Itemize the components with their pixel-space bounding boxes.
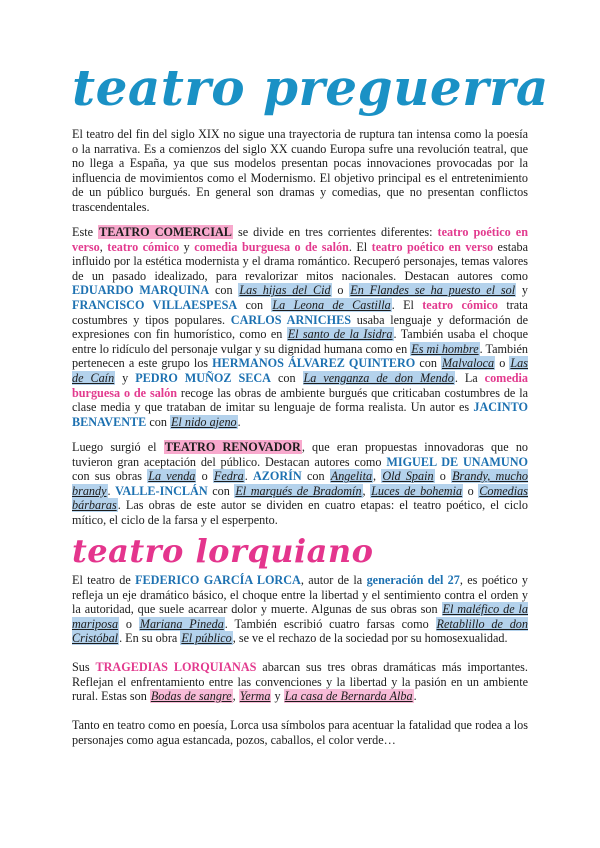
author-name: VALLE-INCLÁN bbox=[115, 483, 208, 498]
key-term: TRAGEDIAS LORQUIANAS bbox=[95, 660, 257, 674]
key-term: generación del 27 bbox=[366, 573, 460, 587]
intro-paragraph: El teatro del fin del siglo XIX no sigue una trayectoria de ruptura tan intensa como la poesía o la narrativa. Es a comienzos del siglo XX cuando Europa sufre una revolución teatral, que no llega a España, ya que sus modelos presentan pocas innovaciones provocadas por la influencia de movimientos como el Modernismo. El objetivo principal es el entretenimiento de un público burgués. En general son dramas y comedias, que no presentan conflictos trascendentales. bbox=[72, 127, 528, 214]
key-term: comedia burguesa o de salón bbox=[72, 370, 528, 400]
author-name: AZORÍN bbox=[252, 469, 302, 484]
work-title: Las hijas del Cid bbox=[239, 283, 331, 298]
key-term-highlight: TEATRO RENOVADOR bbox=[164, 440, 301, 454]
simbolos-paragraph: Tanto en teatro como en poesía, Lorca usa símbolos para acentuar la fatalidad que rodea a los personajes como agua estancada, pozos, caballos, el color verde… bbox=[72, 718, 528, 747]
work-title: Malvaloca bbox=[442, 356, 495, 371]
work-title: Old Spain bbox=[382, 469, 434, 484]
work-title: La Leona de Castilla bbox=[272, 297, 391, 312]
author-name: CARLOS ARNICHES bbox=[230, 312, 351, 327]
teatro-comercial-paragraph: Este TEATRO COMERCIAL se divide en tres corrientes diferentes: teatro poético en verso, teatro cómico y comedia burguesa o de salón. El teatro poético en verso estaba influido por la estética modernista y el drama romántico. Recuperó personajes, temas valores de un pasado idealizado, para revalorizar mitos nacionales. Destacan autores como EDUARDO MARQUINA con Las hijas del Cid o En Flandes se ha puesto el sol y FRANCISCO VILLAESPESA con La Leona de Castilla. El teatro cómico trata costumbres y tipos populares. CARLOS ARNICHES usaba lenguaje y deformación de expresiones con fin humorístico, como en El santo de la Isidra. También usaba el choque entre lo ridículo del personaje vulgar y su dignidad humana como en Es mi hombre. También pertenecen a este grupo los HERMANOS ÁLVAREZ QUINTERO con Malvaloca o Las de Caín y PEDRO MUÑOZ SECA con La venganza de don Mendo. La comedia burguesa o de salón recoge las obras de ambiente burgués que criticaban costumbres de la clase media y que trataban de imitar su lenguaje de forma realista. Un autor es JACINTO BENAVENTE con El nido ajeno. bbox=[72, 225, 529, 429]
work-title: El santo de la Isidra bbox=[287, 327, 393, 342]
work-title: Brandy, mucho brandy bbox=[72, 469, 529, 498]
tragedias-paragraph: Sus TRAGEDIAS LORQUIANAS abarcan sus tres obras dramáticas más importantes. Reflejan el enfrentamiento entre las convenciones y la libertad y la pasión en un ambiente rural. Estas son Bodas de sangre, Yerma y La casa de Bernarda Alba. bbox=[72, 660, 528, 704]
teatro-renovador-paragraph: Luego surgió el TEATRO RENOVADOR, que eran propuestas innovadoras que no tuvieron gran aceptación del público. Destacan autores como MIGUEL DE UNAMUNO con sus obras La venda o Fedra. AZORÍN con Angelita, Old Spain o Brandy, mucho brandy. VALLE-INCLÁN con El marqués de Bradomín, Luces de bohemia o Comedias bárbaras. Las obras de este autor se dividen en cuatro etapas: el teatro poético, el ciclo mítico, el ciclo de la farsa y el esperpento. bbox=[72, 440, 529, 527]
key-term: teatro poético en verso bbox=[371, 239, 494, 254]
author-name: PEDRO MUÑOZ SECA bbox=[135, 370, 271, 385]
work-title: La venda bbox=[148, 469, 196, 484]
work-title: Es mi hombre bbox=[411, 341, 479, 356]
author-name: MIGUEL DE UNAMUNO bbox=[386, 454, 528, 469]
work-title: Bodas de sangre bbox=[150, 689, 232, 704]
work-title: Comedias bárbaras bbox=[72, 483, 528, 513]
lorca-paragraph: El teatro de FEDERICO GARCÍA LORCA, autor de la generación del 27, es poético y refleja un eje dramático básico, el choque entre la libertad y el sentimiento contra el orden y la autoridad, que suele acarrear dolor y muerte. Algunas de sus obras son El maléfico de la mariposa o Mariana Pineda. También escribió cuatro farsas como Retablillo de don Cristóbal. En su obra El público, se ve el rechazo de la sociedad por su homosexualidad. bbox=[72, 573, 529, 646]
work-title: Angelita bbox=[330, 469, 373, 484]
key-term-highlight: TEATRO COMERCIAL bbox=[99, 225, 232, 239]
work-title: La casa de Bernarda Alba bbox=[284, 689, 413, 704]
key-term: teatro poético en verso bbox=[72, 225, 528, 254]
author-name: EDUARDO MARQUINA bbox=[72, 283, 210, 298]
work-title: El maléfico de la mariposa bbox=[72, 602, 528, 631]
page-title: teatro preguerra bbox=[72, 58, 549, 117]
work-title: Retablillo de don Cristóbal bbox=[72, 616, 528, 646]
key-term: teatro cómico bbox=[422, 297, 499, 312]
work-title: Fedra bbox=[213, 469, 244, 484]
work-title: El público bbox=[181, 631, 232, 646]
work-title: Las de Caín bbox=[72, 356, 528, 385]
work-title: En Flandes se ha puesto el sol bbox=[350, 283, 516, 298]
work-title: Luces de bohemia bbox=[371, 483, 463, 498]
work-title: El marqués de Bradomín bbox=[235, 483, 362, 498]
author-name: JACINTO BENAVENTE bbox=[72, 400, 528, 429]
work-title: Yerma bbox=[239, 689, 271, 704]
work-title: La venganza de don Mendo bbox=[303, 370, 454, 385]
key-term: teatro cómico bbox=[107, 239, 180, 254]
author-name: FRANCISCO VILLAESPESA bbox=[72, 297, 238, 312]
key-term: comedia burguesa o de salón bbox=[194, 239, 349, 254]
author-name: FEDERICO GARCÍA LORCA bbox=[135, 573, 301, 587]
section-title: teatro lorquiano bbox=[72, 532, 374, 570]
work-title: Mariana Pineda bbox=[139, 616, 224, 631]
work-title: El nido ajeno bbox=[170, 414, 237, 429]
author-name: HERMANOS ÁLVAREZ QUINTERO bbox=[212, 356, 416, 371]
